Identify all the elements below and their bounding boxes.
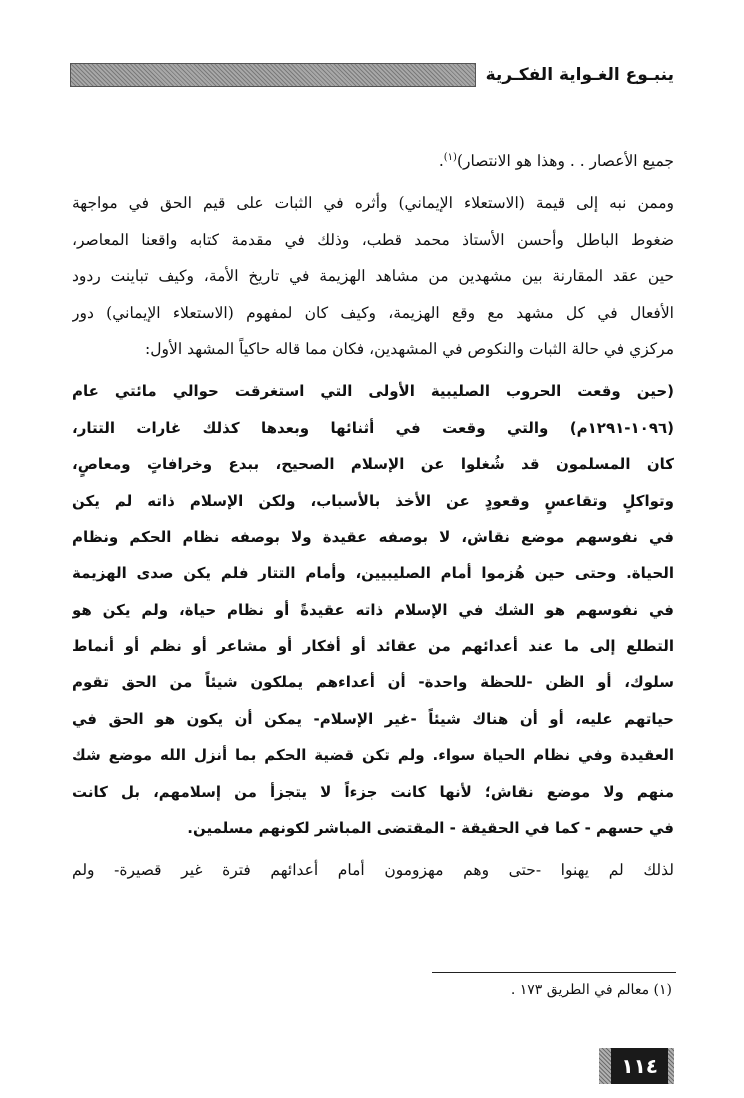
- running-header: [70, 58, 674, 92]
- quote-line: وتواكلٍ وتقاعسٍ وقعودٍ عن الأخذ بالأسباب، ولكن الإسلام ذاته لم يكن: [72, 491, 674, 510]
- page-number-stripe-left: [599, 1048, 611, 1084]
- paragraph-line: مركزي في حالة الثبات والنكوص في المشهدين، فكان مما قاله حاكياً المشهد الأول:: [145, 339, 674, 358]
- quote-line: كان المسلمون قد شُغلوا عن الإسلام الصحيح، ببدع وخرافاتٍ ومعاصٍ،: [72, 455, 674, 474]
- closing-line: لذلك لم يهنوا -حتى وهم مهزومون أمام أعدائهم فترة غير قصيرة- ولم: [72, 861, 674, 880]
- paragraph-1: [72, 185, 674, 367]
- paragraph-line: الأفعال في كل مشهد مع وقع الهزيمة، وكيف كان لمفهوم (الاستعلاء الإيماني) دور: [72, 303, 674, 322]
- quote-line: الحياة. وحتى حين هُزموا أمام الصليبيين، وأمام التتار فلم يكن صدى الهزيمة: [72, 564, 674, 583]
- quote-line: (١٠٩٦-١٢٩١م) والتي وقعت في أثنائها وبعدها كذلك غارات التتار،: [72, 418, 674, 437]
- quote-line: سلوك، أو الظن -للحظة واحدة- أن أعداءهم يملكون شيئاً من الحق تقوم: [72, 673, 674, 692]
- page-number-stripe-right: [668, 1048, 674, 1084]
- quote-line: منهم ولا موضع نقاش؛ لأنها كانت جزءاً لا يتجزأ من إسلامهم، بل كانت: [72, 782, 674, 801]
- paragraph-line: ضغوط الباطل وأحسن الأستاذ محمد قطب، وذلك في مقدمة كتابه واقعنا المعاصر،: [72, 230, 674, 249]
- header-title: ينبـوع الغـواية الفكـرية: [485, 65, 674, 85]
- intro-text: جميع الأعصار . . وهذا هو الانتصار): [456, 152, 674, 170]
- quote-line: في حسهم - كما في الحقيقة - المقتضى المباشر لكونهم مسلمين.: [187, 819, 674, 838]
- page-number-box: [599, 1048, 674, 1084]
- header-decorative-bar: [70, 63, 476, 87]
- footnote-marker[interactable]: (١): [443, 151, 457, 163]
- quote-line: العقيدة وفي نظام الحياة سواء. ولم تكن قضية الحكم بما أنزل الله موضع شك: [72, 746, 674, 765]
- quote-line: التطلع إلى ما عند أعدائهم من عقائد أو أفكار أو مشاعر أو نظم أو أنماط: [72, 637, 674, 656]
- intro-end: .: [438, 152, 444, 170]
- footnote-rule: [432, 972, 676, 973]
- page-number: ١١٤: [611, 1048, 668, 1084]
- main-text: [72, 143, 674, 889]
- intro-line: [72, 143, 674, 179]
- quote-line: حياتهم عليه، أو أن هناك شيئاً -غير الإسلام- يمكن أن يكون هو الحق في: [72, 709, 674, 728]
- block-quote: [72, 373, 674, 846]
- paragraph-line: وممن نبه إلى قيمة (الاستعلاء الإيماني) وأثره في الثبات على قيم الحق في مواجهة: [72, 194, 674, 213]
- footnote: (١) معالم في الطريق ١٧٣ .: [510, 982, 672, 998]
- paragraph-line: حين عقد المقارنة بين مشهدين من مشاهد الهزيمة في تاريخ الأمة، وكيف تباينت ردود: [72, 267, 674, 286]
- quote-line: في نفوسهم هو الشك في الإسلام ذاته عقيدةً أو نظام حياة، ولم يكن هو: [72, 600, 674, 619]
- quote-line: في نفوسهم موضع نقاش، لا بوصفه عقيدة ولا بوصفه نظام الحكم ونظام: [72, 527, 674, 546]
- quote-line: (حين وقعت الحروب الصليبية الأولى التي استغرقت حوالي مائتي عام: [72, 382, 674, 401]
